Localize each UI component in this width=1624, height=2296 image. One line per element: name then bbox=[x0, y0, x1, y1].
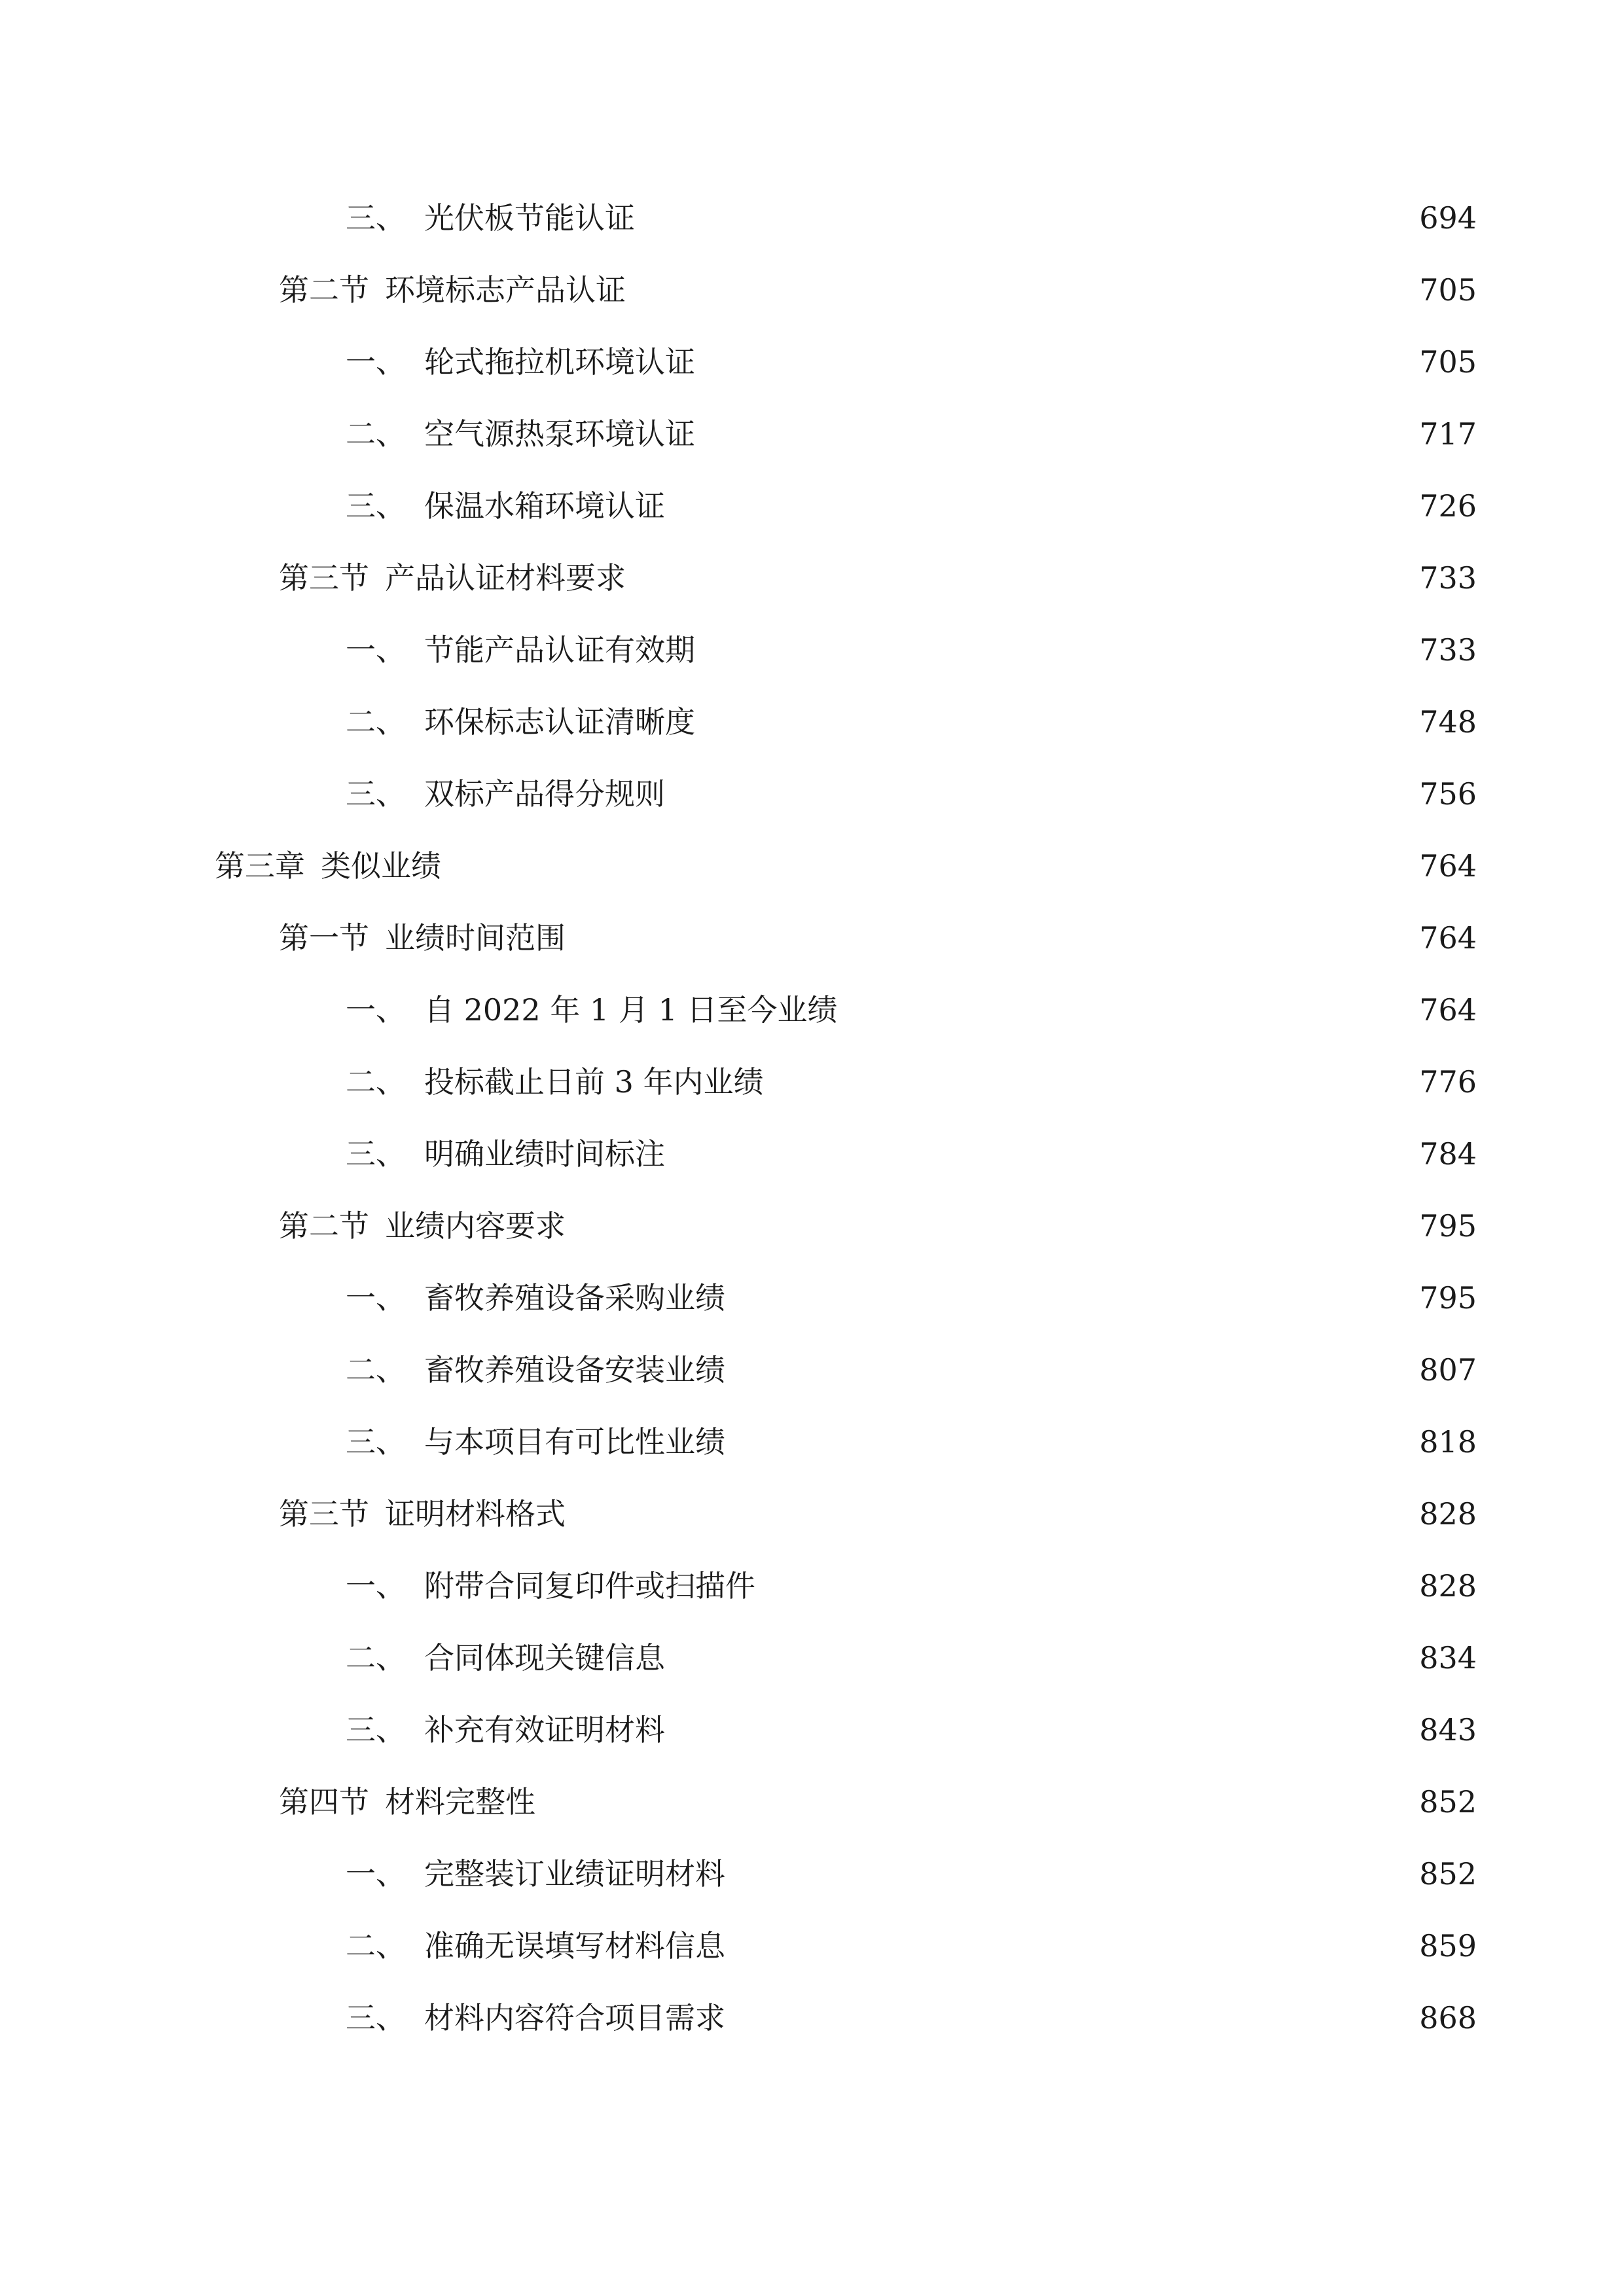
dot-leader bbox=[677, 480, 1407, 532]
toc-entry[interactable] bbox=[346, 984, 1477, 1036]
toc-entry-marker: 一、 bbox=[346, 1568, 406, 1604]
toc-entry-title: 完整装订业绩证明材料 bbox=[424, 1856, 725, 1892]
toc-entry[interactable] bbox=[279, 552, 1477, 604]
toc-entry-title: 材料内容符合项目需求 bbox=[424, 2000, 725, 2036]
toc-entry[interactable] bbox=[346, 768, 1477, 820]
toc-entry-marker: 二、 bbox=[346, 1640, 406, 1676]
dot-leader bbox=[677, 1704, 1407, 1756]
toc-entry-marker: 三、 bbox=[346, 1712, 406, 1748]
toc-entry-page: 859 bbox=[1419, 1928, 1477, 1964]
dot-leader bbox=[577, 1200, 1407, 1252]
toc-entry-title: 双标产品得分规则 bbox=[424, 776, 665, 812]
dot-leader bbox=[737, 1848, 1407, 1900]
toc-entry-title: 明确业绩时间标注 bbox=[424, 1136, 665, 1172]
toc-entry-page: 764 bbox=[1419, 992, 1477, 1028]
toc-entry-page: 776 bbox=[1419, 1064, 1477, 1100]
toc-entry-title: 附带合同复印件或扫描件 bbox=[424, 1568, 755, 1604]
dot-leader bbox=[707, 624, 1407, 676]
dot-leader bbox=[737, 1272, 1407, 1324]
dot-leader bbox=[737, 1416, 1407, 1468]
toc-entry[interactable] bbox=[346, 1704, 1477, 1756]
toc-entry-title: 节能产品认证有效期 bbox=[424, 632, 695, 668]
toc-entry-title: 与本项目有可比性业绩 bbox=[424, 1424, 725, 1460]
toc-entry-page: 726 bbox=[1419, 488, 1477, 524]
toc-entry-page: 852 bbox=[1419, 1856, 1477, 1892]
toc-entry-marker: 二、 bbox=[346, 416, 406, 452]
toc-entry-title: 环保标志认证清晰度 bbox=[424, 704, 695, 740]
toc-entry-title: 业绩时间范围 bbox=[385, 920, 566, 956]
toc-entry-title: 合同体现关键信息 bbox=[424, 1640, 665, 1676]
toc-entry[interactable] bbox=[346, 192, 1477, 244]
toc-entry-marker: 三、 bbox=[346, 488, 406, 524]
dot-leader bbox=[849, 984, 1407, 1036]
toc-entry-page: 705 bbox=[1419, 272, 1477, 308]
toc-entry-page: 795 bbox=[1419, 1208, 1477, 1244]
toc-entry-marker: 三、 bbox=[346, 776, 406, 812]
toc-entry-marker: 一、 bbox=[346, 1280, 406, 1316]
toc-entry[interactable] bbox=[346, 696, 1477, 748]
toc-entry-page: 834 bbox=[1419, 1640, 1477, 1676]
toc-entry[interactable] bbox=[279, 912, 1477, 964]
dot-leader bbox=[707, 336, 1407, 388]
toc-entry[interactable] bbox=[346, 1992, 1477, 2044]
toc-entry-marker: 三、 bbox=[346, 2000, 406, 2036]
dot-leader bbox=[677, 1632, 1407, 1684]
toc-entry-page: 828 bbox=[1419, 1568, 1477, 1604]
toc-entry-title: 补充有效证明材料 bbox=[424, 1712, 665, 1748]
toc-entry-page: 807 bbox=[1419, 1352, 1477, 1388]
dot-leader bbox=[737, 1992, 1407, 2044]
toc-entry-page: 733 bbox=[1419, 560, 1477, 596]
toc-entry-marker: 第三节 bbox=[279, 1496, 369, 1532]
toc-entry-page: 818 bbox=[1419, 1424, 1477, 1460]
toc-entry-title: 自 2022 年 1 月 1 日至今业绩 bbox=[424, 992, 838, 1028]
toc-entry[interactable] bbox=[346, 1416, 1477, 1468]
toc-entry[interactable] bbox=[346, 1848, 1477, 1900]
toc-entry-title: 空气源热泵环境认证 bbox=[424, 416, 695, 452]
toc-entry-marker: 一、 bbox=[346, 1856, 406, 1892]
dot-leader bbox=[677, 1128, 1407, 1180]
toc-entry[interactable] bbox=[346, 1344, 1477, 1396]
toc-entry-title: 证明材料格式 bbox=[385, 1496, 566, 1532]
dot-leader bbox=[638, 552, 1407, 604]
toc-entry-marker: 一、 bbox=[346, 992, 406, 1028]
toc-entry[interactable] bbox=[346, 1128, 1477, 1180]
dot-leader bbox=[577, 1488, 1407, 1540]
dot-leader bbox=[547, 1776, 1407, 1828]
dot-leader bbox=[453, 840, 1407, 892]
toc-entry-title: 轮式拖拉机环境认证 bbox=[424, 344, 695, 380]
toc-entry[interactable] bbox=[279, 264, 1477, 316]
toc-entry-page: 828 bbox=[1419, 1496, 1477, 1532]
toc-entry[interactable] bbox=[346, 1056, 1477, 1108]
toc-entry[interactable] bbox=[346, 408, 1477, 460]
toc-entry[interactable] bbox=[346, 1920, 1477, 1972]
toc-entry-page: 764 bbox=[1419, 920, 1477, 956]
toc-entry-title: 准确无误填写材料信息 bbox=[424, 1928, 725, 1964]
toc-entry-marker: 三、 bbox=[346, 1136, 406, 1172]
toc-entry-marker: 第四节 bbox=[279, 1784, 369, 1820]
toc-entry-marker: 第三章 bbox=[215, 848, 305, 884]
dot-leader bbox=[737, 1920, 1407, 1972]
dot-leader bbox=[647, 192, 1407, 244]
toc-entry[interactable] bbox=[346, 480, 1477, 532]
toc-entry-page: 764 bbox=[1419, 848, 1477, 884]
toc-entry-marker: 第二节 bbox=[279, 272, 369, 308]
toc-entry-title: 畜牧养殖设备安装业绩 bbox=[424, 1352, 725, 1388]
toc-entry-marker: 第三节 bbox=[279, 560, 369, 596]
toc-entry-marker: 二、 bbox=[346, 704, 406, 740]
toc-entry[interactable] bbox=[346, 1560, 1477, 1612]
toc-entry[interactable] bbox=[346, 336, 1477, 388]
toc-entry-page: 852 bbox=[1419, 1784, 1477, 1820]
toc-entry-title: 材料完整性 bbox=[385, 1784, 535, 1820]
dot-leader bbox=[677, 768, 1407, 820]
toc-entry-title: 光伏板节能认证 bbox=[424, 200, 635, 236]
toc-entry-title: 投标截止日前 3 年内业绩 bbox=[424, 1064, 764, 1100]
toc-entry-page: 843 bbox=[1419, 1712, 1477, 1748]
toc-entry-marker: 二、 bbox=[346, 1064, 406, 1100]
toc-entry[interactable] bbox=[346, 1632, 1477, 1684]
dot-leader bbox=[638, 264, 1407, 316]
toc-entry[interactable] bbox=[279, 1488, 1477, 1540]
dot-leader bbox=[737, 1344, 1407, 1396]
toc-entry[interactable] bbox=[346, 1272, 1477, 1324]
toc-entry[interactable] bbox=[279, 1776, 1477, 1828]
toc-entry-page: 705 bbox=[1419, 344, 1477, 380]
toc-entry-marker: 二、 bbox=[346, 1928, 406, 1964]
toc-entry[interactable] bbox=[215, 840, 1477, 892]
dot-leader bbox=[776, 1056, 1408, 1108]
toc-entry-page: 868 bbox=[1419, 2000, 1477, 2036]
toc-entry[interactable] bbox=[279, 1200, 1477, 1252]
toc-entry-title: 保温水箱环境认证 bbox=[424, 488, 665, 524]
toc-entry-page: 795 bbox=[1419, 1280, 1477, 1316]
toc-entry-title: 业绩内容要求 bbox=[385, 1208, 566, 1244]
dot-leader bbox=[767, 1560, 1407, 1612]
toc-entry-marker: 第二节 bbox=[279, 1208, 369, 1244]
dot-leader bbox=[707, 408, 1407, 460]
toc-entry-page: 748 bbox=[1419, 704, 1477, 740]
toc-entry-marker: 第一节 bbox=[279, 920, 369, 956]
toc-entry-marker: 一、 bbox=[346, 632, 406, 668]
toc-entry-page: 733 bbox=[1419, 632, 1477, 668]
dot-leader bbox=[707, 696, 1407, 748]
toc-entry-marker: 三、 bbox=[346, 200, 406, 236]
toc-entry-page: 784 bbox=[1419, 1136, 1477, 1172]
toc-entry-title: 畜牧养殖设备采购业绩 bbox=[424, 1280, 725, 1316]
toc-entry-marker: 三、 bbox=[346, 1424, 406, 1460]
toc-entry-marker: 一、 bbox=[346, 344, 406, 380]
dot-leader bbox=[577, 912, 1407, 964]
toc-entry[interactable] bbox=[346, 624, 1477, 676]
toc-entry-marker: 二、 bbox=[346, 1352, 406, 1388]
toc-entry-title: 环境标志产品认证 bbox=[385, 272, 626, 308]
toc-entry-title: 产品认证材料要求 bbox=[385, 560, 626, 596]
toc-entry-page: 694 bbox=[1419, 200, 1477, 236]
toc-entry-page: 756 bbox=[1419, 776, 1477, 812]
toc-entry-title: 类似业绩 bbox=[321, 848, 441, 884]
toc-entry-page: 717 bbox=[1419, 416, 1477, 452]
